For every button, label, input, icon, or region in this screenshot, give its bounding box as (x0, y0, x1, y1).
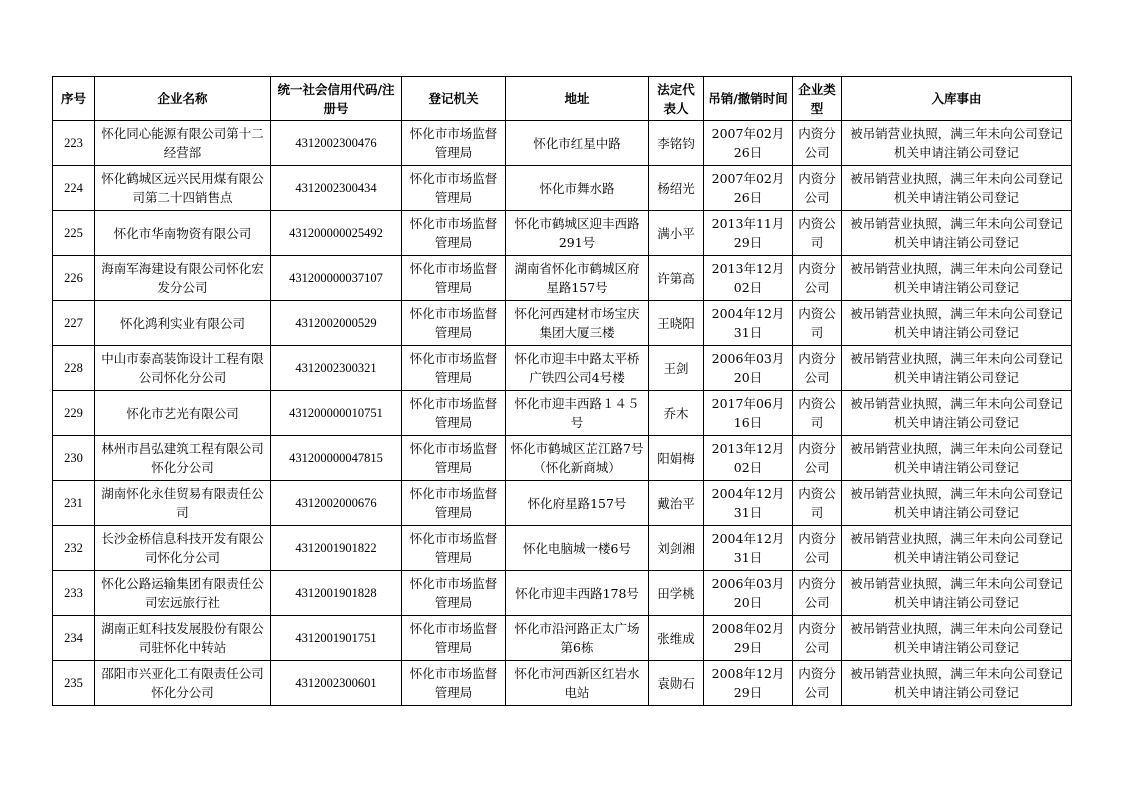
cell-name: 海南军海建设有限公司怀化宏发分公司 (95, 256, 271, 301)
cell-name: 长沙金桥信息科技开发有限公司怀化分公司 (95, 526, 271, 571)
cell-code: 4312001901751 (271, 616, 402, 661)
cell-date: 2007年02月26日 (704, 166, 793, 211)
cell-authority: 怀化市市场监督管理局 (402, 346, 506, 391)
cell-date: 2013年11月29日 (704, 211, 793, 256)
cell-name: 中山市泰高装饰设计工程有限公司怀化分公司 (95, 346, 271, 391)
cell-date: 2004年12月31日 (704, 481, 793, 526)
table-row (53, 571, 1072, 616)
header-authority: 登记机关 (402, 77, 506, 121)
cell-rep: 满小平 (649, 211, 704, 256)
cell-address: 怀化市迎丰西路１４５号 (506, 391, 649, 436)
cell-name: 林州市昌弘建筑工程有限公司怀化分公司 (95, 436, 271, 481)
table-row (53, 301, 1072, 346)
cell-name: 湖南正虹科技发展股份有限公司驻怀化中转站 (95, 616, 271, 661)
table-row (53, 211, 1072, 256)
cell-type: 内资分公司 (793, 346, 842, 391)
cell-date: 2017年06月16日 (704, 391, 793, 436)
cell-no: 229 (53, 391, 95, 436)
cell-reason: 被吊销营业执照，满三年未向公司登记机关申请注销公司登记 (842, 256, 1072, 301)
cell-name: 怀化市艺光有限公司 (95, 391, 271, 436)
cell-date: 2013年12月02日 (704, 256, 793, 301)
cell-reason: 被吊销营业执照，满三年未向公司登记机关申请注销公司登记 (842, 436, 1072, 481)
cell-type: 内资分公司 (793, 526, 842, 571)
cell-reason: 被吊销营业执照，满三年未向公司登记机关申请注销公司登记 (842, 346, 1072, 391)
cell-no: 227 (53, 301, 95, 346)
cell-rep: 杨绍光 (649, 166, 704, 211)
cell-date: 2013年12月02日 (704, 436, 793, 481)
cell-code: 4312002300434 (271, 166, 402, 211)
cell-no: 233 (53, 571, 95, 616)
cell-name: 怀化鸿利实业有限公司 (95, 301, 271, 346)
cell-name: 邵阳市兴亚化工有限责任公司怀化分公司 (95, 661, 271, 706)
header-name: 企业名称 (95, 77, 271, 121)
table-header-row (53, 77, 1072, 121)
cell-authority: 怀化市市场监督管理局 (402, 436, 506, 481)
cell-rep: 刘剑湘 (649, 526, 704, 571)
cell-address: 湖南省怀化市鹤城区府星路157号 (506, 256, 649, 301)
cell-code: 431200000010751 (271, 391, 402, 436)
cell-authority: 怀化市市场监督管理局 (402, 526, 506, 571)
cell-no: 235 (53, 661, 95, 706)
table-row (53, 346, 1072, 391)
cell-no: 231 (53, 481, 95, 526)
cell-name: 怀化公路运输集团有限责任公司宏远旅行社 (95, 571, 271, 616)
cell-no: 230 (53, 436, 95, 481)
cell-name: 怀化鹤城区远兴民用煤有限公司第二十四销售点 (95, 166, 271, 211)
cell-authority: 怀化市市场监督管理局 (402, 661, 506, 706)
cell-reason: 被吊销营业执照，满三年未向公司登记机关申请注销公司登记 (842, 526, 1072, 571)
cell-code: 4312002000676 (271, 481, 402, 526)
cell-address: 怀化市舞水路 (506, 166, 649, 211)
cell-date: 2008年02月29日 (704, 616, 793, 661)
cell-date: 2007年02月26日 (704, 121, 793, 166)
cell-date: 2006年03月20日 (704, 346, 793, 391)
cell-type: 内资分公司 (793, 166, 842, 211)
cell-rep: 李铭钧 (649, 121, 704, 166)
cell-address: 怀化市红星中路 (506, 121, 649, 166)
cell-type: 内资分公司 (793, 256, 842, 301)
cell-code: 431200000047815 (271, 436, 402, 481)
cell-address: 怀化电脑城一楼6号 (506, 526, 649, 571)
cell-authority: 怀化市市场监督管理局 (402, 301, 506, 346)
table-row (53, 526, 1072, 571)
cell-reason: 被吊销营业执照，满三年未向公司登记机关申请注销公司登记 (842, 391, 1072, 436)
cell-authority: 怀化市市场监督管理局 (402, 616, 506, 661)
cell-type: 内资公司 (793, 391, 842, 436)
cell-address: 怀化河西建材市场宝庆集团大厦三楼 (506, 301, 649, 346)
cell-type: 内资分公司 (793, 661, 842, 706)
cell-name: 湖南怀化永佳贸易有限责任公司 (95, 481, 271, 526)
header-code: 统一社会信用代码/注册号 (271, 77, 402, 121)
cell-authority: 怀化市市场监督管理局 (402, 166, 506, 211)
cell-address: 怀化市鹤城区迎丰西路291号 (506, 211, 649, 256)
cell-no: 226 (53, 256, 95, 301)
header-reason: 入库事由 (842, 77, 1072, 121)
table-row (53, 481, 1072, 526)
cell-name: 怀化同心能源有限公司第十二经营部 (95, 121, 271, 166)
cell-type: 内资分公司 (793, 121, 842, 166)
cell-date: 2004年12月31日 (704, 526, 793, 571)
cell-reason: 被吊销营业执照，满三年未向公司登记机关申请注销公司登记 (842, 211, 1072, 256)
cell-type: 内资公司 (793, 481, 842, 526)
cell-no: 232 (53, 526, 95, 571)
cell-no: 225 (53, 211, 95, 256)
cell-rep: 王晓阳 (649, 301, 704, 346)
cell-reason: 被吊销营业执照，满三年未向公司登记机关申请注销公司登记 (842, 661, 1072, 706)
cell-code: 4312002300476 (271, 121, 402, 166)
cell-no: 223 (53, 121, 95, 166)
cell-no: 228 (53, 346, 95, 391)
cell-rep: 乔木 (649, 391, 704, 436)
header-type: 企业类型 (793, 77, 842, 121)
cell-rep: 田学桃 (649, 571, 704, 616)
cell-rep: 袁勋石 (649, 661, 704, 706)
cell-address: 怀化市鹤城区芷江路7号（怀化新商城） (506, 436, 649, 481)
cell-authority: 怀化市市场监督管理局 (402, 211, 506, 256)
cell-rep: 阳娟梅 (649, 436, 704, 481)
table-row (53, 436, 1072, 481)
cell-address: 怀化市沿河路正太广场第6栋 (506, 616, 649, 661)
cell-code: 4312002300601 (271, 661, 402, 706)
cell-code: 4312002000529 (271, 301, 402, 346)
header-date: 吊销/撤销时间 (704, 77, 793, 121)
cell-address: 怀化府星路157号 (506, 481, 649, 526)
revoked-enterprise-table (52, 76, 1072, 706)
cell-reason: 被吊销营业执照，满三年未向公司登记机关申请注销公司登记 (842, 301, 1072, 346)
cell-rep: 戴治平 (649, 481, 704, 526)
cell-no: 234 (53, 616, 95, 661)
cell-rep: 许第高 (649, 256, 704, 301)
cell-type: 内资公司 (793, 301, 842, 346)
cell-rep: 王剑 (649, 346, 704, 391)
table-row (53, 121, 1072, 166)
cell-code: 4312001901822 (271, 526, 402, 571)
cell-authority: 怀化市市场监督管理局 (402, 481, 506, 526)
cell-authority: 怀化市市场监督管理局 (402, 571, 506, 616)
cell-address: 怀化市河西新区红岩水电站 (506, 661, 649, 706)
cell-address: 怀化市迎丰中路太平桥广铁四公司4号楼 (506, 346, 649, 391)
table-row (53, 661, 1072, 706)
cell-reason: 被吊销营业执照，满三年未向公司登记机关申请注销公司登记 (842, 166, 1072, 211)
cell-code: 431200000037107 (271, 256, 402, 301)
cell-address: 怀化市迎丰西路178号 (506, 571, 649, 616)
cell-reason: 被吊销营业执照，满三年未向公司登记机关申请注销公司登记 (842, 616, 1072, 661)
cell-code: 4312002300321 (271, 346, 402, 391)
table-row (53, 256, 1072, 301)
table-row (53, 616, 1072, 661)
cell-name: 怀化市华南物资有限公司 (95, 211, 271, 256)
cell-reason: 被吊销营业执照，满三年未向公司登记机关申请注销公司登记 (842, 571, 1072, 616)
header-rep: 法定代表人 (649, 77, 704, 121)
cell-type: 内资分公司 (793, 616, 842, 661)
cell-code: 4312001901828 (271, 571, 402, 616)
cell-no: 224 (53, 166, 95, 211)
table-row (53, 391, 1072, 436)
cell-authority: 怀化市市场监督管理局 (402, 256, 506, 301)
header-no: 序号 (53, 77, 95, 121)
cell-reason: 被吊销营业执照，满三年未向公司登记机关申请注销公司登记 (842, 121, 1072, 166)
cell-code: 431200000025492 (271, 211, 402, 256)
cell-date: 2006年03月20日 (704, 571, 793, 616)
cell-reason: 被吊销营业执照，满三年未向公司登记机关申请注销公司登记 (842, 481, 1072, 526)
cell-authority: 怀化市市场监督管理局 (402, 391, 506, 436)
table-row (53, 166, 1072, 211)
cell-authority: 怀化市市场监督管理局 (402, 121, 506, 166)
cell-type: 内资公司 (793, 211, 842, 256)
cell-date: 2004年12月31日 (704, 301, 793, 346)
cell-date: 2008年12月29日 (704, 661, 793, 706)
cell-type: 内资分公司 (793, 436, 842, 481)
header-address: 地址 (506, 77, 649, 121)
cell-type: 内资分公司 (793, 571, 842, 616)
cell-rep: 张维成 (649, 616, 704, 661)
